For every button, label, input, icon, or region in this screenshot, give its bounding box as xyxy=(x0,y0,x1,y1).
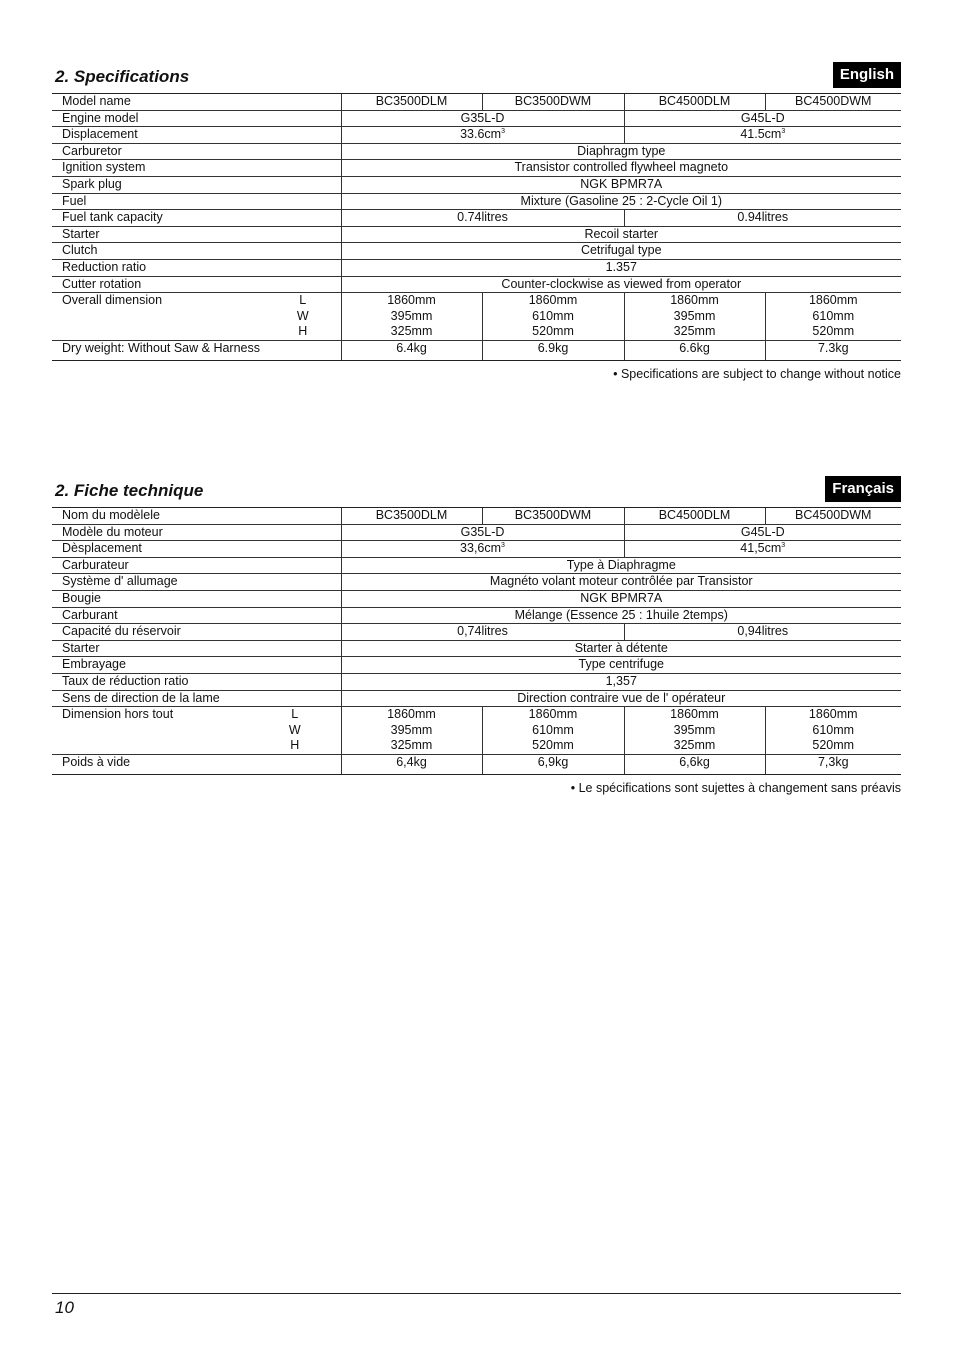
dim-value: 520mm xyxy=(812,738,855,753)
model-cell: BC3500DWM xyxy=(482,508,624,525)
dimension-letters xyxy=(265,293,341,341)
dim-value: 325mm xyxy=(673,324,716,339)
section-header xyxy=(52,476,901,507)
value-cell: NGK BPMR7A xyxy=(341,176,901,193)
table-row xyxy=(52,624,901,641)
value-cell xyxy=(341,541,624,558)
value-cell: 0.74litres xyxy=(341,210,624,227)
table-row xyxy=(52,340,901,360)
row-label: Modèle du moteur xyxy=(52,524,341,541)
row-label: Fuel tank capacity xyxy=(52,210,341,227)
value-cell: 0,74litres xyxy=(341,624,624,641)
dim-value: 610mm xyxy=(532,308,574,323)
table-row xyxy=(52,607,901,624)
dim-letter: H xyxy=(298,324,308,339)
dimension-cell xyxy=(765,707,901,755)
row-label: Overall dimension xyxy=(52,293,265,341)
row-label: Capacité du réservoir xyxy=(52,624,341,641)
row-label: Starter xyxy=(52,640,341,657)
unit-superscript: 3 xyxy=(501,128,505,136)
value-cell: 6,6kg xyxy=(624,754,765,774)
value-cell: Starter à détente xyxy=(341,640,901,657)
table-row xyxy=(52,110,901,127)
language-badge: Français xyxy=(825,476,901,502)
unit-superscript: 3 xyxy=(781,128,786,136)
value-cell: G35L-D xyxy=(341,110,624,127)
value-cell: 6,4kg xyxy=(341,754,482,774)
table-row xyxy=(52,508,901,525)
dim-value: 520mm xyxy=(532,324,574,339)
dim-value: 395mm xyxy=(673,308,716,323)
dim-value: 1860mm xyxy=(808,707,858,722)
table-row xyxy=(52,243,901,260)
value-text: 41,5cm xyxy=(740,541,782,556)
dim-value: 610mm xyxy=(812,722,855,737)
row-label: Model name xyxy=(52,94,341,111)
dim-value: 1860mm xyxy=(528,707,578,722)
value-cell: G45L-D xyxy=(624,110,901,127)
value-cell: 6.6kg xyxy=(624,340,765,360)
row-label: Displacement xyxy=(52,127,341,144)
dim-value: 1860mm xyxy=(808,293,858,308)
table-row xyxy=(52,193,901,210)
dimension-cell xyxy=(341,293,482,341)
dimension-cell xyxy=(624,707,765,755)
dim-value: 1860mm xyxy=(670,293,719,308)
dim-value: 1860mm xyxy=(387,707,436,722)
row-label: Bougie xyxy=(52,590,341,607)
dim-value: 395mm xyxy=(390,308,433,323)
value-cell: 1.357 xyxy=(341,259,901,276)
value-text: 41.5cm xyxy=(740,127,782,142)
page-number: 10 xyxy=(55,1298,74,1317)
specifications-section-french xyxy=(52,476,901,795)
value-cell: Mixture (Gasoline 25 : 2-Cycle Oil 1) xyxy=(341,193,901,210)
table-row xyxy=(52,127,901,144)
model-cell: BC3500DLM xyxy=(341,94,482,111)
dim-value: 325mm xyxy=(673,738,716,753)
value-cell: Magnéto volant moteur contrôlée par Transistor xyxy=(341,574,901,591)
section-header xyxy=(52,62,901,93)
dimension-letters xyxy=(249,707,341,755)
row-label: Système d' allumage xyxy=(52,574,341,591)
value-cell: G45L-D xyxy=(624,524,901,541)
row-label: Embrayage xyxy=(52,657,341,674)
value-cell: NGK BPMR7A xyxy=(341,590,901,607)
spec-table xyxy=(52,507,901,775)
table-row xyxy=(52,276,901,293)
value-cell: 6,9kg xyxy=(482,754,624,774)
section-title: 2. Specifications xyxy=(55,67,190,86)
value-cell xyxy=(624,541,901,558)
table-row xyxy=(52,259,901,276)
table-row xyxy=(52,640,901,657)
table-row xyxy=(52,657,901,674)
dim-letter: L xyxy=(291,707,299,722)
dimension-cell xyxy=(482,293,624,341)
dim-value: 520mm xyxy=(812,324,855,339)
unit-superscript: 3 xyxy=(501,542,505,550)
row-label: Cutter rotation xyxy=(52,276,341,293)
dim-value: 610mm xyxy=(812,308,855,323)
row-label: Poids à vide xyxy=(52,754,341,774)
dim-value: 610mm xyxy=(532,722,574,737)
value-text: 33.6cm xyxy=(460,127,502,142)
model-cell: BC3500DLM xyxy=(341,508,482,525)
value-cell: 1,357 xyxy=(341,673,901,690)
table-row xyxy=(52,574,901,591)
row-label: Fuel xyxy=(52,193,341,210)
table-row xyxy=(52,293,901,341)
row-label: Dry weight: Without Saw & Harness xyxy=(52,340,341,360)
dim-value: 395mm xyxy=(673,722,716,737)
value-cell: Type à Diaphragme xyxy=(341,557,901,574)
unit-superscript: 3 xyxy=(781,542,786,550)
dim-value: 325mm xyxy=(390,324,433,339)
dim-letter: W xyxy=(288,722,301,737)
value-cell: Recoil starter xyxy=(341,226,901,243)
table-row xyxy=(52,690,901,707)
row-label: Clutch xyxy=(52,243,341,260)
row-label: Taux de réduction ratio xyxy=(52,673,341,690)
spec-table xyxy=(52,93,901,361)
spec-note: • Le spécifications sont sujettes à changement sans préavis xyxy=(570,780,901,795)
table-row xyxy=(52,557,901,574)
spec-note: • Specifications are subject to change without notice xyxy=(613,366,901,381)
value-cell: Counter-clockwise as viewed from operator xyxy=(341,276,901,293)
model-cell: BC4500DWM xyxy=(765,508,901,525)
table-row xyxy=(52,226,901,243)
dim-value: 1860mm xyxy=(670,707,719,722)
row-label: Reduction ratio xyxy=(52,259,341,276)
dim-value: 1860mm xyxy=(528,293,578,308)
footer-divider xyxy=(52,1293,901,1294)
dim-letter: W xyxy=(296,308,309,323)
value-cell: Mélange (Essence 25 : 1huile 2temps) xyxy=(341,607,901,624)
row-label: Ignition system xyxy=(52,160,341,177)
value-cell xyxy=(341,127,624,144)
table-row xyxy=(52,160,901,177)
value-cell: Direction contraire vue de l' opérateur xyxy=(341,690,901,707)
value-cell: 0.94litres xyxy=(624,210,901,227)
dim-letter: L xyxy=(299,293,307,308)
value-cell: 7,3kg xyxy=(765,754,901,774)
table-row xyxy=(52,590,901,607)
row-label: Carburetor xyxy=(52,143,341,160)
row-label: Sens de direction de la lame xyxy=(52,690,341,707)
table-row xyxy=(52,541,901,558)
dim-value: 520mm xyxy=(532,738,574,753)
table-row xyxy=(52,524,901,541)
value-text: 33,6cm xyxy=(460,541,502,556)
model-cell: BC4500DLM xyxy=(624,94,765,111)
table-row xyxy=(52,143,901,160)
row-label: Spark plug xyxy=(52,176,341,193)
specifications-section-english xyxy=(52,62,901,381)
dim-letter: H xyxy=(290,738,300,753)
dimension-cell xyxy=(341,707,482,755)
row-label: Starter xyxy=(52,226,341,243)
table-row xyxy=(52,176,901,193)
table-row xyxy=(52,210,901,227)
table-row xyxy=(52,94,901,111)
row-label: Carburateur xyxy=(52,557,341,574)
dimension-cell xyxy=(482,707,624,755)
row-label: Dimension hors tout xyxy=(52,707,249,755)
value-cell: 0,94litres xyxy=(624,624,901,641)
row-label: Carburant xyxy=(52,607,341,624)
model-cell: BC4500DLM xyxy=(624,508,765,525)
value-cell: Transistor controlled flywheel magneto xyxy=(341,160,901,177)
dimension-cell xyxy=(624,293,765,341)
row-label: Dèsplacement xyxy=(52,541,341,558)
table-row xyxy=(52,707,901,755)
dim-value: 325mm xyxy=(390,738,433,753)
table-row xyxy=(52,673,901,690)
value-cell: Cetrifugal type xyxy=(341,243,901,260)
dim-value: 1860mm xyxy=(387,293,436,308)
dimension-cell xyxy=(765,293,901,341)
dim-value: 395mm xyxy=(390,722,433,737)
value-cell: G35L-D xyxy=(341,524,624,541)
value-cell: 6.9kg xyxy=(482,340,624,360)
model-cell: BC3500DWM xyxy=(482,94,624,111)
table-row xyxy=(52,754,901,774)
value-cell xyxy=(624,127,901,144)
value-cell: Type centrifuge xyxy=(341,657,901,674)
model-cell: BC4500DWM xyxy=(765,94,901,111)
section-title: 2. Fiche technique xyxy=(55,481,204,500)
row-label: Nom du modèlele xyxy=(52,508,341,525)
value-cell: 6.4kg xyxy=(341,340,482,360)
language-badge: English xyxy=(833,62,901,88)
value-cell: Diaphragm type xyxy=(341,143,901,160)
value-cell: 7.3kg xyxy=(765,340,901,360)
row-label: Engine model xyxy=(52,110,341,127)
